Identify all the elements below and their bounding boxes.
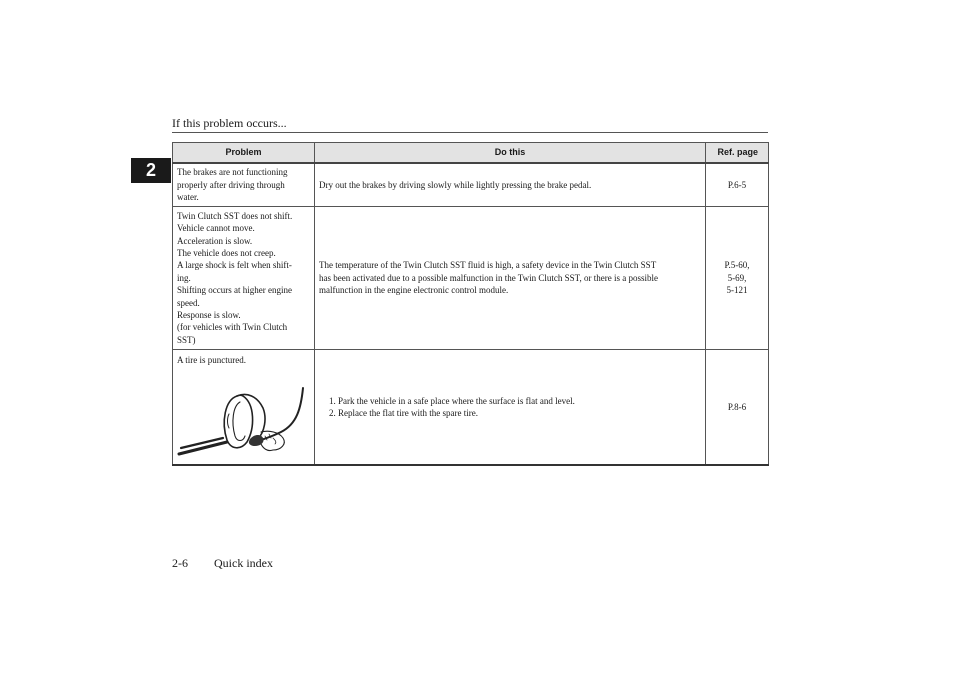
table-row (173, 207, 769, 350)
problem-cell (173, 163, 315, 207)
action-line: has been activated due to a possible malfunction in the Twin Clutch SST, or there is a possible (319, 272, 658, 283)
problem-line: Response is slow. (177, 310, 241, 321)
problem-line: SST) (177, 334, 196, 345)
problem-line: A tire is punctured. (177, 354, 246, 365)
table-header-row (173, 143, 769, 164)
step-item: 2. Replace the flat tire with the spare tire. (329, 408, 478, 418)
problem-line: Twin Clutch SST does not shift. (177, 210, 293, 221)
problem-line: A large shock is felt when shift- (177, 260, 292, 271)
quick-index-table (172, 142, 769, 466)
section-name: Quick index (214, 556, 273, 570)
ref-page-link: 5-69, (727, 272, 747, 283)
ref-page-link: P.5-60, (724, 260, 750, 271)
ref-page-link: P.6-5 (727, 179, 747, 190)
ref-page-cell (706, 350, 769, 466)
page-footer (172, 556, 273, 571)
table-row (173, 350, 769, 466)
problem-line: The brakes are not functioning (177, 167, 288, 178)
problem-line: (for vehicles with Twin Clutch (177, 322, 288, 333)
problem-line: properly after driving through (177, 179, 285, 190)
ref-page-link: 5-121 (726, 285, 748, 296)
table-row (173, 163, 769, 207)
chapter-tab: 2 (131, 158, 171, 183)
action-line: malfunction in the engine electronic control module. (319, 285, 509, 296)
action-line: The temperature of the Twin Clutch SST fluid is high, a safety device in the Twin Clutch SST (319, 260, 657, 271)
column-header-problem: Problem (173, 143, 315, 164)
ref-page-cell (706, 163, 769, 207)
problem-line: Shifting occurs at higher engine (177, 285, 292, 296)
header-rule (172, 132, 768, 133)
problem-line: water. (177, 192, 199, 203)
problem-line: ing. (177, 272, 191, 283)
problem-line: speed. (177, 297, 200, 308)
steps-list (319, 395, 701, 420)
problem-line: Acceleration is slow. (177, 235, 253, 246)
action-cell (315, 350, 706, 466)
problem-cell (173, 207, 315, 350)
ref-page-link: P.8-6 (727, 401, 747, 412)
ref-page-cell (706, 207, 769, 350)
action-cell (315, 207, 706, 350)
problem-line: Vehicle cannot move. (177, 223, 255, 234)
column-header-ref-page: Ref. page (706, 143, 769, 164)
action-line: Dry out the brakes by driving slowly while lightly pressing the brake pedal. (319, 179, 592, 190)
column-header-do-this: Do this (315, 143, 706, 164)
flat-tire-illustration (177, 380, 307, 460)
step-item: 1. Park the vehicle in a safe place where the surface is flat and level. (329, 395, 575, 406)
problem-line: The vehicle does not creep. (177, 247, 276, 258)
page-header-title: If this problem occurs... (172, 116, 287, 130)
action-cell (315, 163, 706, 207)
problem-cell (173, 350, 315, 466)
page-number: 2-6 (172, 556, 188, 570)
